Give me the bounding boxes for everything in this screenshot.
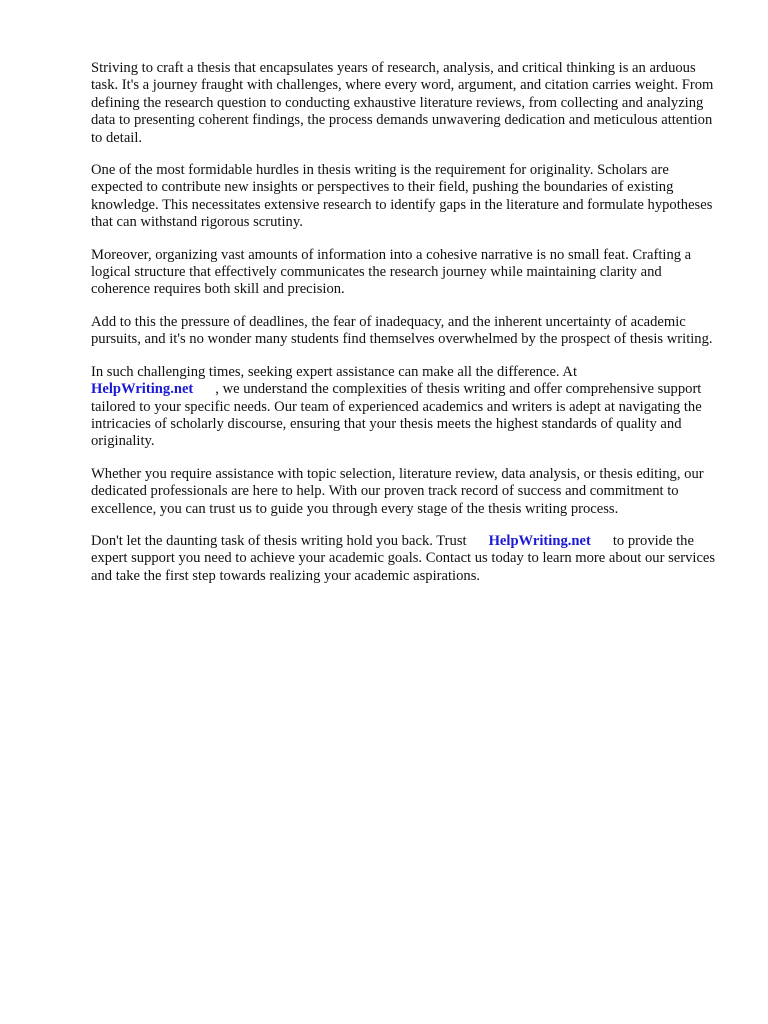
paragraph-3: Moreover, organizing vast amounts of information into a cohesive narrative is no small feat. Crafting a logical structure that effectively communicates the research journey while maintaining clarity and coherence requires both skill and precision. xyxy=(91,246,692,298)
paragraph-2: One of the most formidable hurdles in thesis writing is the requirement for originality. Scholars are expected to contribute new insights or perspectives to their field, pushing the boundaries of existing knowledge. This necessitates extensive research to identify gaps in the literature and formulate hypotheses that can withstand rigorous scrutiny. xyxy=(91,162,713,231)
helpwriting-link[interactable]: HelpWriting.net xyxy=(91,381,194,398)
paragraph-5 xyxy=(91,364,723,451)
paragraph-5-text-after: , we understand the complexities of thesis writing and offer comprehensive support tailored to your specific needs. Our team of experienced academics and writers is adept at navigating the intricacies of scholarly discourse, ensuring that your thesis meets the highest standards of quality and originality. xyxy=(91,381,702,450)
paragraph-7-text-after: to provide the expert support you need to achieve your academic goals. Contact us today to learn more about our services and take the first step towards realizing your academic aspirations. xyxy=(91,532,716,584)
paragraph-5-text-before: In such challenging times, seeking expert assistance can make all the difference. At xyxy=(91,363,578,380)
paragraph-6: Whether you require assistance with topic selection, literature review, data analysis, or thesis editing, our dedicated professionals are here to help. With our proven track record of success and commitment to excellence, you can trust us to guide you through every stage of the thesis writing process. xyxy=(91,465,704,517)
document-body xyxy=(91,60,723,600)
paragraph-1: Striving to craft a thesis that encapsulates years of research, analysis, and critical thinking is an arduous task. It's a journey fraught with challenges, where every word, argument, and citation carries weight. From defining the research question to conducting exhaustive literature reviews, from collecting and analyzing data to presenting coherent findings, the process demands unwavering dedication and meticulous attention to detail. xyxy=(91,60,714,146)
paragraph-7 xyxy=(91,533,723,585)
paragraph-7-text-before: Don't let the daunting task of thesis writing hold you back. Trust xyxy=(91,532,467,549)
helpwriting-link[interactable]: HelpWriting.net xyxy=(488,532,591,549)
paragraph-4: Add to this the pressure of deadlines, the fear of inadequacy, and the inherent uncertainty of academic pursuits, and it's no wonder many students find themselves overwhelmed by the prospect of thesis writing. xyxy=(91,313,713,348)
